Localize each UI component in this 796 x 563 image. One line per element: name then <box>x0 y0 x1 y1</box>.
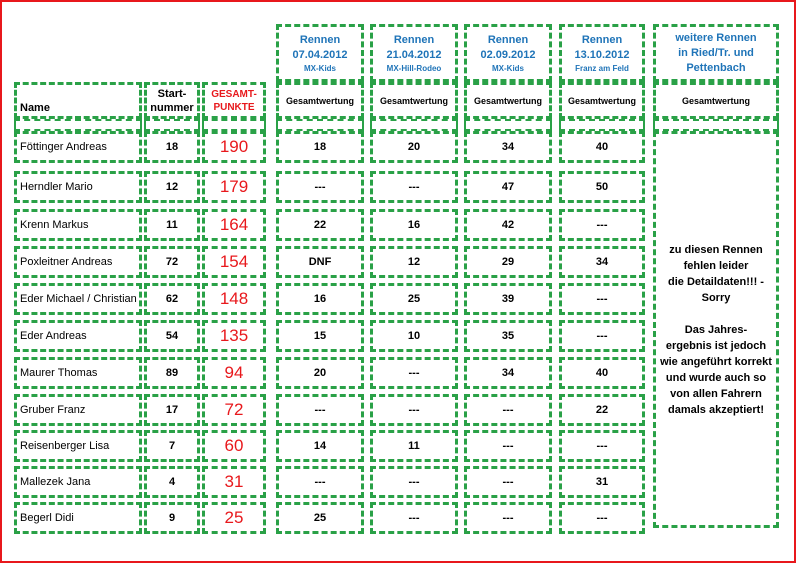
table-row-gesamtpunkte <box>202 430 266 462</box>
race-result <box>370 502 458 534</box>
table-row-startnummer <box>144 430 200 462</box>
spacer-cell <box>144 119 200 131</box>
table-row-name <box>14 131 142 163</box>
race-result <box>559 430 645 462</box>
race-title: Rennen <box>581 33 623 46</box>
race-result-value: --- <box>502 476 514 488</box>
gesamtwertung-label: Gesamtwertung <box>473 95 542 106</box>
start-number: 54 <box>165 330 179 342</box>
race-result <box>276 171 364 203</box>
race-result-value: --- <box>408 512 420 524</box>
spacer-cell <box>276 119 364 131</box>
spacer-cell <box>559 119 645 131</box>
race-date: 02.09.2012 <box>480 48 536 61</box>
extra-race-note: zu diesen Rennen fehlen leider die Detaildaten!!! - Sorry Das Jahres- ergebnis ist jedoch wie angeführt korrekt und wurde auch so von allen Fahrern damals akzeptiert! <box>653 131 779 528</box>
table-row-name <box>14 209 142 241</box>
race-result <box>559 283 645 315</box>
race-header <box>464 24 552 82</box>
race-result-value: 42 <box>501 219 515 231</box>
race-result <box>276 394 364 426</box>
race-result-value: 25 <box>313 512 327 524</box>
race-result-value: --- <box>502 440 514 452</box>
race-result <box>276 466 364 498</box>
table-row-startnummer <box>144 246 200 278</box>
gesamtwertung-header <box>276 82 364 119</box>
table-row-gesamtpunkte <box>202 394 266 426</box>
race-result <box>559 320 645 352</box>
start-number: 62 <box>165 293 179 305</box>
race-result <box>370 283 458 315</box>
table-row-startnummer <box>144 394 200 426</box>
race-result <box>464 466 552 498</box>
gesamtwertung-label: Gesamtwertung <box>379 95 448 106</box>
race-result <box>464 502 552 534</box>
race-result-value: 16 <box>407 219 421 231</box>
race-date: 07.04.2012 <box>292 48 348 61</box>
driver-name: Föttinger Andreas <box>20 141 107 153</box>
race-result-value: 22 <box>595 404 609 416</box>
race-result <box>559 394 645 426</box>
total-points: 60 <box>224 436 244 455</box>
race-result <box>559 209 645 241</box>
spacer-cell <box>370 119 458 131</box>
race-subtitle: Franz am Feld <box>575 63 629 73</box>
race-date: 13.10.2012 <box>574 48 630 61</box>
start-number: 7 <box>168 440 176 452</box>
race-result <box>464 394 552 426</box>
table-row-gesamtpunkte <box>202 466 266 498</box>
total-points: 164 <box>219 215 249 234</box>
race-result <box>464 246 552 278</box>
race-result-value: 40 <box>595 141 609 153</box>
race-result-value: --- <box>314 404 326 416</box>
race-result-value: --- <box>314 181 326 193</box>
table-row-gesamtpunkte <box>202 502 266 534</box>
start-number: 9 <box>168 512 176 524</box>
race-result-value: --- <box>596 330 608 342</box>
race-result <box>559 357 645 389</box>
start-number: 17 <box>165 404 179 416</box>
race-result <box>370 357 458 389</box>
race-result-value: 50 <box>595 181 609 193</box>
race-result-value: --- <box>408 367 420 379</box>
race-result-value: 16 <box>313 293 327 305</box>
table-row-startnummer <box>144 502 200 534</box>
table-row-name <box>14 394 142 426</box>
race-title: Rennen <box>299 33 341 46</box>
race-title: Rennen <box>487 33 529 46</box>
race-result <box>370 466 458 498</box>
table-row-gesamtpunkte <box>202 246 266 278</box>
table-row-name <box>14 171 142 203</box>
driver-name: Poxleitner Andreas <box>20 256 113 268</box>
race-result-value: --- <box>596 219 608 231</box>
driver-name: Begerl Didi <box>20 512 74 524</box>
race-result-value: 34 <box>501 141 515 153</box>
race-result <box>464 357 552 389</box>
total-points: 72 <box>224 400 244 419</box>
total-points: 135 <box>219 326 249 345</box>
race-result-value: --- <box>502 512 514 524</box>
driver-name: Maurer Thomas <box>20 367 98 379</box>
race-result-value: 29 <box>501 256 515 268</box>
race-result <box>276 320 364 352</box>
race-result-value: --- <box>408 476 420 488</box>
driver-name: Eder Michael / Christian <box>20 293 137 305</box>
race-result-value: 35 <box>501 330 515 342</box>
race-result <box>370 430 458 462</box>
race-result <box>276 430 364 462</box>
race-result-value: 34 <box>501 367 515 379</box>
gesamtwertung-header <box>464 82 552 119</box>
total-points: 154 <box>219 252 249 271</box>
driver-name: Eder Andreas <box>20 330 87 342</box>
extra-race-title: weitere Rennen in Ried/Tr. und Pettenbach <box>675 31 757 74</box>
table-row-startnummer <box>144 131 200 163</box>
spacer-cell <box>202 119 266 131</box>
race-header <box>559 24 645 82</box>
race-result <box>464 320 552 352</box>
spacer-cell <box>653 119 779 131</box>
race-result-value: --- <box>408 404 420 416</box>
race-result <box>464 209 552 241</box>
race-result <box>276 209 364 241</box>
race-result-value: 40 <box>595 367 609 379</box>
race-result <box>559 171 645 203</box>
race-subtitle: MX-Kids <box>492 63 524 73</box>
race-subtitle: MX-Kids <box>304 63 336 73</box>
total-points: 190 <box>219 137 249 156</box>
table-row-name <box>14 320 142 352</box>
table-row-gesamtpunkte <box>202 283 266 315</box>
race-result-value: 34 <box>595 256 609 268</box>
table-row-gesamtpunkte <box>202 320 266 352</box>
race-result <box>276 246 364 278</box>
driver-name: Krenn Markus <box>20 219 89 231</box>
race-header <box>370 24 458 82</box>
start-number: 4 <box>168 476 176 488</box>
race-result <box>276 357 364 389</box>
total-points: 94 <box>224 363 244 382</box>
race-result <box>370 209 458 241</box>
total-points: 148 <box>219 289 249 308</box>
spacer-cell <box>464 119 552 131</box>
gesamtwertung-header <box>370 82 458 119</box>
table-row-gesamtpunkte <box>202 131 266 163</box>
race-result-value: 11 <box>408 440 420 452</box>
race-result-value: 14 <box>313 440 327 452</box>
race-result <box>370 320 458 352</box>
race-result <box>276 283 364 315</box>
race-result-value: 12 <box>407 256 421 268</box>
race-title: Rennen <box>393 33 435 46</box>
table-row-startnummer <box>144 466 200 498</box>
race-result-value: DNF <box>308 256 332 268</box>
race-result-value: 20 <box>313 367 327 379</box>
race-result <box>464 171 552 203</box>
race-result-value: 18 <box>313 141 327 153</box>
table-row-name <box>14 246 142 278</box>
table-row-startnummer <box>144 357 200 389</box>
total-points: 25 <box>224 508 244 527</box>
table-row-startnummer <box>144 283 200 315</box>
start-number: 89 <box>165 367 179 379</box>
race-result-value: --- <box>596 293 608 305</box>
race-result <box>559 131 645 163</box>
total-points: 179 <box>219 177 249 196</box>
header-startnummer: Start- nummer <box>144 82 200 119</box>
start-number: 18 <box>165 141 179 153</box>
spacer-cell <box>14 119 142 131</box>
race-result-value: 31 <box>595 476 609 488</box>
driver-name: Mallezek Jana <box>20 476 91 488</box>
race-result <box>276 502 364 534</box>
race-result <box>559 246 645 278</box>
race-header <box>276 24 364 82</box>
start-number: 11 <box>166 219 178 231</box>
race-result <box>370 246 458 278</box>
extra-race-header <box>653 24 779 82</box>
race-result-value: --- <box>408 181 420 193</box>
gesamtwertung-header <box>559 82 645 119</box>
race-result <box>370 131 458 163</box>
start-number: 12 <box>165 181 179 193</box>
race-result-value: --- <box>596 512 608 524</box>
header-gesamtpunkte: GESAMT- PUNKTE <box>202 82 266 119</box>
driver-name: Gruber Franz <box>20 404 86 416</box>
table-row-gesamtpunkte <box>202 209 266 241</box>
table-row-name <box>14 430 142 462</box>
driver-name: Herndler Mario <box>20 181 93 193</box>
total-points: 31 <box>224 472 244 491</box>
table-row-name <box>14 357 142 389</box>
table-row-startnummer <box>144 209 200 241</box>
table-row-startnummer <box>144 171 200 203</box>
race-result-value: --- <box>314 476 326 488</box>
race-result-value: --- <box>596 440 608 452</box>
race-subtitle: MX-Hill-Rodeo <box>386 63 442 73</box>
race-result <box>464 131 552 163</box>
driver-name: Reisenberger Lisa <box>20 440 110 452</box>
race-result-value: 25 <box>407 293 421 305</box>
race-result-value: 22 <box>313 219 327 231</box>
table-row-name <box>14 502 142 534</box>
race-result <box>464 430 552 462</box>
race-result <box>276 131 364 163</box>
gesamtwertung-label: Gesamtwertung <box>285 95 354 106</box>
race-result <box>370 171 458 203</box>
table-row-gesamtpunkte <box>202 171 266 203</box>
start-number: 72 <box>165 256 179 268</box>
race-result-value: 47 <box>501 181 515 193</box>
gesamtwertung-header <box>653 82 779 119</box>
table-row-startnummer <box>144 320 200 352</box>
race-result-value: 15 <box>313 330 327 342</box>
race-result <box>559 466 645 498</box>
race-result-value: 10 <box>407 330 421 342</box>
race-result-value: 39 <box>501 293 515 305</box>
race-result <box>464 283 552 315</box>
table-row-name <box>14 466 142 498</box>
race-date: 21.04.2012 <box>386 48 442 61</box>
header-name: Name <box>14 82 142 119</box>
race-result <box>559 502 645 534</box>
race-result-value: 20 <box>407 141 421 153</box>
table-row-gesamtpunkte <box>202 357 266 389</box>
gesamtwertung-label: Gesamtwertung <box>681 95 750 106</box>
table-row-name <box>14 283 142 315</box>
race-result-value: --- <box>502 404 514 416</box>
gesamtwertung-label: Gesamtwertung <box>567 95 636 106</box>
race-result <box>370 394 458 426</box>
